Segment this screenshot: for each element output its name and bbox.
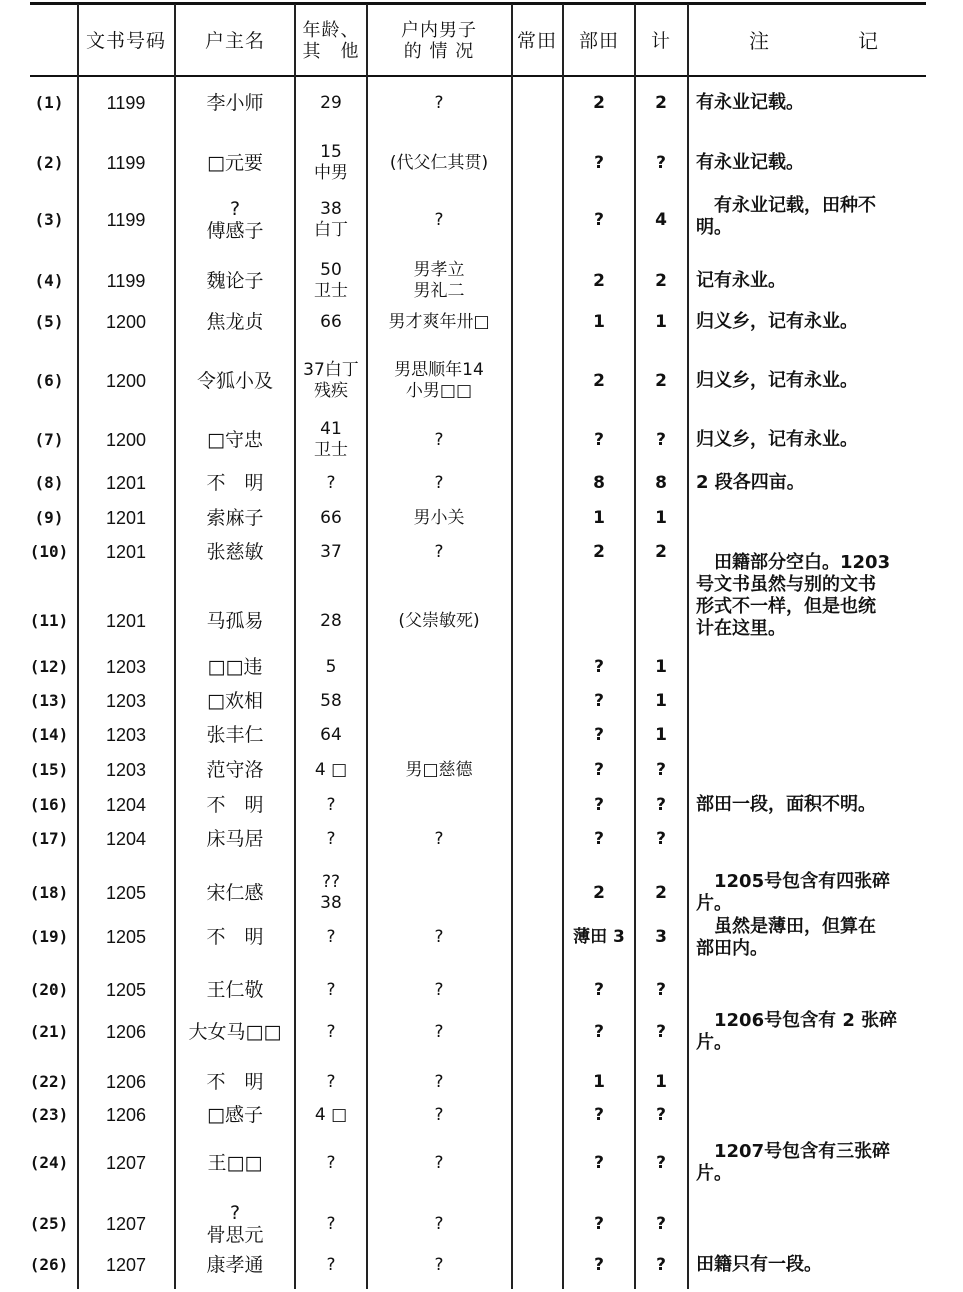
cell-chang [512, 418, 562, 462]
cell-note: 部田一段，面积不明。 [696, 794, 876, 815]
cell-male [367, 652, 511, 682]
cell-doc: 1203 [105, 760, 147, 780]
cell-chang [512, 1133, 562, 1193]
cell-num: (17) [29, 829, 69, 848]
cell-male: ? [434, 541, 444, 562]
cell-note [696, 503, 932, 533]
cell-age: 58 [320, 690, 342, 711]
cell-note: 归义乡，记有永业。 [696, 311, 858, 332]
cell-note [696, 652, 932, 682]
cell-male [367, 790, 511, 820]
cell-age: 64 [320, 724, 342, 745]
table-row [0, 1133, 963, 1193]
cell-age: ?? 38 [320, 872, 342, 913]
cell-ji: ? [656, 1255, 666, 1275]
header-age [296, 8, 366, 74]
cell-male: ? [434, 209, 444, 230]
cell-bu: 2 [593, 271, 605, 291]
cell-doc: 1205 [105, 927, 147, 947]
header-num [20, 8, 76, 74]
header-note-char2: 记 [858, 29, 879, 53]
cell-num: (25) [29, 1214, 69, 1233]
cell-age: 66 [320, 311, 342, 332]
cell-note [696, 1100, 932, 1130]
cell-name: ? 傅感子 [206, 198, 264, 242]
cell-ji: ? [656, 430, 666, 450]
cell-doc: 1206 [105, 1105, 147, 1125]
cell-doc: 1207 [105, 1153, 147, 1173]
cell-note: 1205号包含有四张碎 片。 [696, 871, 891, 914]
cell-chang [512, 686, 562, 716]
cell-age: 50 卫士 [314, 260, 348, 301]
cell-name: 不 明 [206, 794, 264, 816]
cell-male [367, 720, 511, 750]
cell-chang [512, 652, 562, 682]
cell-doc: 1200 [105, 430, 147, 450]
cell-chang [512, 503, 562, 533]
cell-name: □守忠 [207, 429, 263, 451]
cell-age: 5 [325, 656, 337, 677]
cell-num: (26) [29, 1255, 69, 1274]
header-male-line1: 户内男子 [401, 20, 477, 41]
cell-bu: 薄田 3 [573, 927, 625, 947]
cell-age: ? [326, 1152, 336, 1173]
cell-male: 男小关 [413, 507, 465, 528]
cell-ji: 4 [655, 210, 667, 230]
cell-ji: ? [656, 980, 666, 1000]
cell-note: 记有永业。 [696, 270, 786, 291]
table-row [0, 308, 963, 336]
cell-note [696, 755, 932, 785]
cell-ji: ? [656, 153, 666, 173]
cell-num: (1) [34, 93, 64, 112]
table-row [0, 193, 963, 247]
table-row [0, 1008, 963, 1056]
cell-chang [512, 914, 562, 960]
cell-note: 有永业记载，田种不 明。 [696, 195, 876, 238]
header-changtian: 常田 [516, 30, 557, 52]
cell-name: 不 明 [206, 1071, 264, 1093]
cell-chang [512, 193, 562, 247]
cell-chang [512, 1100, 562, 1130]
cell-male: 男孝立 男礼二 [413, 260, 465, 301]
table-row [0, 503, 963, 533]
cell-doc: 1201 [105, 611, 147, 631]
cell-name: 床马居 [206, 828, 264, 850]
cell-bu: ? [594, 210, 604, 230]
cell-note: 归义乡，记有永业。 [696, 370, 858, 391]
table-row [0, 356, 963, 406]
cell-name: □元要 [207, 152, 263, 174]
cell-name: 范守洛 [206, 759, 264, 781]
cell-age: ? [326, 472, 336, 493]
cell-age: 28 [320, 610, 342, 631]
cell-doc: 1199 [106, 153, 146, 173]
cell-num: (21) [29, 1022, 69, 1041]
cell-ji: ? [656, 1105, 666, 1125]
cell-note: 1207号包含有三张碎 片。 [696, 1141, 891, 1184]
cell-chang [512, 720, 562, 750]
cell-ji: 1 [655, 508, 667, 528]
cell-ji: 1 [655, 1072, 667, 1092]
table-row [0, 468, 963, 498]
cell-doc: 1199 [106, 93, 146, 113]
cell-name: 宋仁感 [206, 882, 264, 904]
cell-doc: 1206 [105, 1072, 147, 1092]
cell-ji: 1 [655, 657, 667, 677]
cell-bu: ? [594, 1214, 604, 1234]
cell-note: 田籍只有一段。 [696, 1254, 822, 1275]
cell-age: 29 [320, 92, 342, 113]
cell-num: (11) [29, 611, 69, 630]
table-header-rule [30, 75, 926, 77]
cell-chang [512, 468, 562, 498]
header-male-line2: 的 情 况 [403, 41, 475, 62]
cell-doc: 1201 [105, 508, 147, 528]
cell-ji: 2 [655, 883, 667, 903]
cell-age: ? [326, 1071, 336, 1092]
cell-bu: ? [594, 1153, 604, 1173]
cell-name: 不 明 [206, 472, 264, 494]
cell-ji: 3 [655, 927, 667, 947]
cell-note [696, 1067, 932, 1097]
cell-male: ? [434, 1152, 444, 1173]
cell-bu: ? [594, 1105, 604, 1125]
cell-note: 1206号包含有 2 张碎 片。 [696, 1010, 898, 1053]
cell-name: 大女马□□ [188, 1021, 282, 1043]
cell-male: 男□慈德 [405, 759, 473, 780]
cell-doc: 1205 [105, 980, 147, 1000]
cell-age: 41 卫士 [314, 419, 348, 460]
cell-male: (代父仁其贯) [389, 152, 489, 173]
cell-bu: 2 [593, 371, 605, 391]
cell-doc: 1199 [106, 271, 146, 291]
header-butian: 部田 [578, 30, 619, 52]
cell-doc: 1203 [105, 657, 147, 677]
cell-doc: 1201 [105, 473, 147, 493]
cell-age: ? [326, 979, 336, 1000]
cell-bu: ? [594, 430, 604, 450]
cell-age: 37白丁 残疾 [303, 360, 359, 401]
cell-chang [512, 88, 562, 118]
cell-chang [512, 1067, 562, 1097]
cell-num: (10) [29, 542, 69, 561]
cell-male: ? [434, 979, 444, 1000]
cell-bu: 2 [593, 883, 605, 903]
cell-chang [512, 1250, 562, 1280]
cell-name: ? 骨思元 [206, 1202, 264, 1246]
cell-ji: 2 [655, 542, 667, 562]
cell-note: 虽然是薄田，但算在 部田内。 [696, 916, 876, 959]
cell-age: 15 中男 [314, 142, 348, 183]
cell-name: □□违 [207, 656, 263, 678]
cell-num: (4) [34, 271, 64, 290]
cell-name: 马孤易 [206, 610, 264, 632]
cell-bu: 1 [593, 1072, 605, 1092]
cell-name: 康孝通 [206, 1254, 264, 1276]
cell-age: ? [326, 794, 336, 815]
cell-ji: 1 [655, 691, 667, 711]
table-row [0, 1100, 963, 1130]
table-row [0, 1250, 963, 1280]
cell-male: ? [434, 429, 444, 450]
cell-note: 田籍部分空白。1203 号文书虽然与别的文书 形式不一样，但是也统 计在这里。 [696, 552, 891, 639]
cell-chang [512, 975, 562, 1005]
table-row [0, 88, 963, 118]
cell-chang [512, 537, 562, 567]
cell-doc: 1201 [105, 542, 147, 562]
cell-ji: ? [656, 795, 666, 815]
cell-bu: ? [594, 829, 604, 849]
cell-bu: ? [594, 1022, 604, 1042]
cell-num: (19) [29, 927, 69, 946]
cell-num: (13) [29, 691, 69, 710]
cell-male: ? [434, 1254, 444, 1275]
table-row [0, 790, 963, 820]
table-row [0, 256, 963, 306]
cell-male [367, 686, 511, 716]
cell-bu: 1 [593, 508, 605, 528]
cell-note: 有永业记载。 [696, 152, 804, 173]
cell-age: 38 白丁 [314, 199, 348, 240]
header-age-line2: 其 他 [302, 41, 360, 62]
cell-ji: ? [656, 1153, 666, 1173]
cell-doc: 1203 [105, 725, 147, 745]
cell-name: 焦龙贞 [206, 311, 264, 333]
cell-doc: 1203 [105, 691, 147, 711]
cell-bu: ? [594, 980, 604, 1000]
cell-num: (3) [34, 210, 64, 229]
cell-note [696, 720, 932, 750]
cell-ji: 2 [655, 93, 667, 113]
cell-note [696, 975, 932, 1005]
cell-num: (7) [34, 430, 64, 449]
cell-doc: 1207 [105, 1255, 147, 1275]
header-head-name: 户主名 [204, 30, 265, 52]
cell-name: □欢相 [207, 690, 263, 712]
cell-num: (9) [34, 508, 64, 527]
cell-num: (22) [29, 1072, 69, 1091]
cell-note: 有永业记载。 [696, 92, 804, 113]
cell-male: 男思顺年14 小男□□ [394, 360, 484, 401]
cell-male: ? [434, 1021, 444, 1042]
header-doc-no: 文书号码 [85, 30, 166, 52]
cell-chang [512, 1199, 562, 1249]
cell-ji: 2 [655, 371, 667, 391]
cell-chang [512, 1008, 562, 1056]
cell-age: ? [326, 1021, 336, 1042]
cell-male: ? [434, 1071, 444, 1092]
table-row [0, 686, 963, 716]
cell-bu: 1 [593, 312, 605, 332]
cell-num: (24) [29, 1153, 69, 1172]
cell-age: ? [326, 828, 336, 849]
table-row [0, 1199, 963, 1249]
table-row [0, 824, 963, 854]
table-row [0, 975, 963, 1005]
cell-bu: ? [594, 725, 604, 745]
cell-chang [512, 824, 562, 854]
cell-chang [512, 140, 562, 186]
cell-ji: ? [656, 1022, 666, 1042]
cell-age: 66 [320, 507, 342, 528]
cell-chang [512, 356, 562, 406]
cell-age: ? [326, 1254, 336, 1275]
cell-male: ? [434, 92, 444, 113]
cell-bu: ? [594, 657, 604, 677]
table-row [0, 914, 963, 960]
cell-bu: ? [594, 1255, 604, 1275]
table-row [0, 652, 963, 682]
cell-ji: 1 [655, 312, 667, 332]
cell-male: ? [434, 926, 444, 947]
cell-num: (14) [29, 725, 69, 744]
cell-name: 魏论子 [206, 270, 264, 292]
cell-name: 张丰仁 [206, 724, 264, 746]
table-row [0, 755, 963, 785]
cell-note [696, 686, 932, 716]
cell-name: 张慈敏 [206, 541, 264, 563]
cell-ji: ? [656, 829, 666, 849]
cell-chang [512, 308, 562, 336]
cell-num: (6) [34, 371, 64, 390]
cell-note [696, 824, 932, 854]
cell-chang [512, 755, 562, 785]
cell-name: 王仁敬 [206, 979, 264, 1001]
cell-male: ? [434, 828, 444, 849]
cell-num: (2) [34, 153, 64, 172]
cell-num: (15) [29, 760, 69, 779]
cell-doc: 1199 [106, 210, 146, 230]
cell-name: 李小师 [206, 92, 264, 114]
cell-num: (12) [29, 657, 69, 676]
cell-name: 王□□ [207, 1152, 263, 1174]
table-row [0, 418, 963, 462]
cell-num: (16) [29, 795, 69, 814]
header-male-members [367, 8, 511, 74]
cell-num: (8) [34, 473, 64, 492]
cell-ji: 8 [655, 473, 667, 493]
cell-doc: 1204 [105, 829, 147, 849]
header-note [689, 8, 929, 74]
cell-name: 令狐小及 [196, 370, 273, 392]
cell-num: (5) [34, 312, 64, 331]
table-row [0, 140, 963, 186]
cell-male: (父崇敏死) [398, 610, 480, 631]
cell-bu: ? [594, 760, 604, 780]
table-row [0, 1067, 963, 1097]
cell-male: ? [434, 472, 444, 493]
cell-ji: ? [656, 1214, 666, 1234]
cell-male: ? [434, 1104, 444, 1125]
cell-chang [512, 790, 562, 820]
cell-age: ? [326, 1213, 336, 1234]
cell-age: 4 □ [314, 759, 348, 780]
cell-note: 归义乡，记有永业。 [696, 429, 858, 450]
cell-age: 37 [320, 541, 342, 562]
cell-note: 2 段各四亩。 [696, 472, 805, 493]
cell-bu: 8 [593, 473, 605, 493]
cell-doc: 1200 [105, 371, 147, 391]
cell-bu: 2 [593, 93, 605, 113]
cell-ji: 2 [655, 271, 667, 291]
cell-age: 4 □ [314, 1104, 348, 1125]
cell-bu: ? [594, 795, 604, 815]
header-note-char1: 注 [749, 29, 770, 53]
cell-bu: ? [594, 153, 604, 173]
cell-doc: 1205 [105, 883, 147, 903]
cell-age: ? [326, 926, 336, 947]
cell-male: ? [434, 1213, 444, 1234]
cell-doc: 1204 [105, 795, 147, 815]
cell-bu: ? [594, 691, 604, 711]
cell-male: 男才爽年卅□ [388, 311, 490, 332]
cell-doc: 1206 [105, 1022, 147, 1042]
cell-num: (23) [29, 1105, 69, 1124]
cell-name: 索麻子 [206, 507, 264, 529]
cell-ji: ? [656, 760, 666, 780]
table-top-rule [30, 2, 926, 5]
cell-num: (20) [29, 980, 69, 999]
cell-num: (18) [29, 883, 69, 902]
header-total: 计 [650, 30, 671, 52]
cell-chang [512, 256, 562, 306]
cell-doc: 1200 [105, 312, 147, 332]
cell-name: □感子 [207, 1104, 263, 1126]
header-age-line1: 年龄、 [302, 20, 360, 41]
cell-ji: 1 [655, 725, 667, 745]
cell-doc: 1207 [105, 1214, 147, 1234]
cell-bu: 2 [593, 542, 605, 562]
table-row [0, 720, 963, 750]
cell-note [696, 1199, 932, 1249]
cell-name: 不 明 [206, 926, 264, 948]
